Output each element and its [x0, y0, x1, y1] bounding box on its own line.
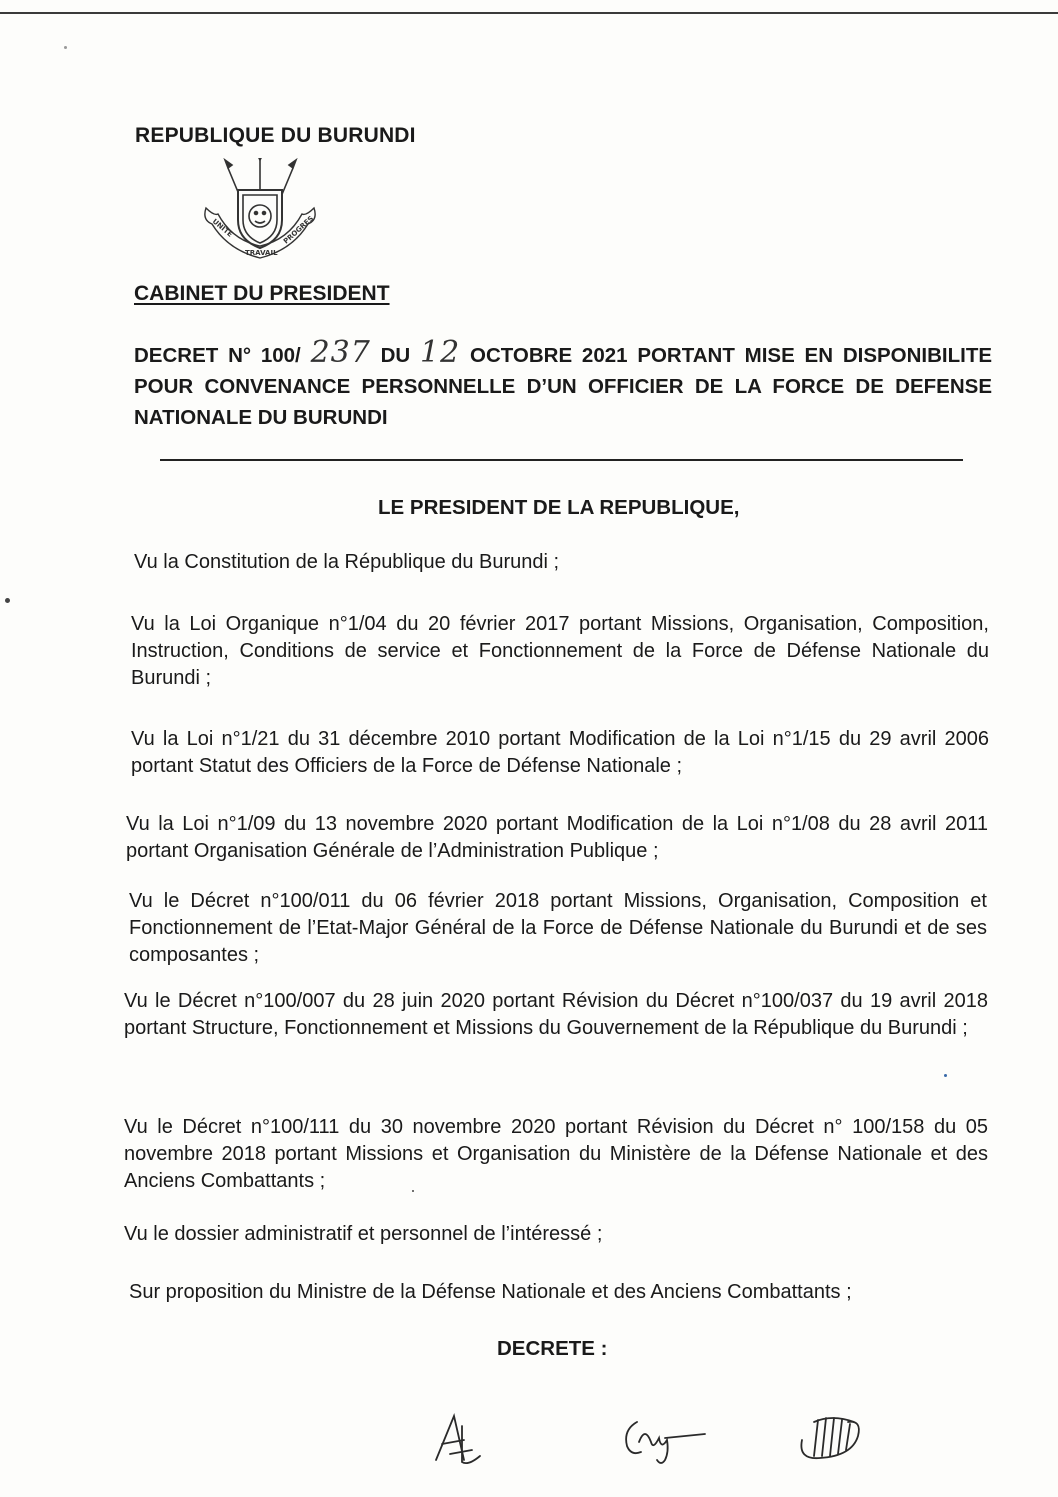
- decrete-heading: DECRETE :: [497, 1337, 608, 1360]
- scan-speck: [64, 46, 67, 49]
- decree-title: [134, 337, 992, 433]
- consideration-4: Vu la Loi n°1/09 du 13 novembre 2020 portant Modification de la Loi n°1/08 du 28 avril 2011 portant Organisation Générale de l’Administration Publique ;: [126, 813, 988, 862]
- consideration-5: Vu le Décret n°100/011 du 06 février 2018 portant Missions, Organisation, Composition et Fonctionnement de l’Etat-Major Général de la Force de Défense Nationale du Burundi et de ses composantes ;: [129, 890, 987, 966]
- page-top-border: [0, 12, 1058, 14]
- decree-title-rest: OCTOBRE 2021 PORTANT MISE EN DISPONIBILITE POUR CONVENANCE PERSONNELLE D’UN OFFICIER DE LA FORCE DE DEFENSE NATIONALE DU BURUNDI: [134, 344, 993, 429]
- president-heading: LE PRESIDENT DE LA REPUBLIQUE,: [378, 496, 740, 519]
- consideration-9: Sur proposition du Ministre de la Défense Nationale et des Anciens Combattants ;: [129, 1281, 852, 1303]
- consideration-1: Vu la Constitution de la République du Burundi ;: [134, 551, 560, 573]
- scan-speck: [944, 1074, 947, 1077]
- consideration-8: Vu le dossier administratif et personnel de l’intéressé ;: [124, 1223, 603, 1245]
- consideration-2: Vu la Loi Organique n°1/04 du 20 février 2017 portant Missions, Organisation, Composition, Instruction, Conditions de service et Fonctionnement de la Force de Défense Nationale du Burundi ;: [131, 613, 989, 689]
- cabinet-header: CABINET DU PRESIDENT: [134, 282, 390, 305]
- consideration-7: Vu le Décret n°100/111 du 30 novembre 2020 portant Révision du Décret n° 100/158 du 05 novembre 2018 portant Missions et Organisation du Ministère de la Défense Nationale et des Anciens Combattants ;: [124, 1116, 988, 1192]
- decree-prefix: DECRET N° 100/: [134, 344, 301, 367]
- consideration-6: Vu le Décret n°100/007 du 28 juin 2020 portant Révision du Décret n°100/037 du 19 avril 2018 portant Structure, Fonctionnement et Missions du Gouvernement de la République du Burundi ;: [124, 990, 988, 1039]
- scan-speck: [5, 598, 10, 603]
- decree-number-handwritten: 237: [310, 335, 371, 370]
- scan-speck: [412, 1190, 414, 1192]
- initial-signature-icon: [428, 1410, 498, 1470]
- burundi-coat-of-arms-icon: [198, 158, 323, 273]
- initial-signature-icon: [615, 1412, 715, 1467]
- initial-signature-icon: [792, 1410, 877, 1470]
- decree-du: DU: [380, 344, 411, 367]
- decree-day-handwritten: 12: [420, 335, 461, 370]
- svg-text:PROGRES: PROGRES: [281, 214, 316, 246]
- consideration-3: Vu la Loi n°1/21 du 31 décembre 2010 portant Modification de la Loi n°1/15 du 29 avril 2006 portant Statut des Officiers de la Force de Défense Nationale ;: [131, 728, 989, 777]
- separator-line: [160, 459, 963, 461]
- svg-text:TRAVAIL: TRAVAIL: [245, 249, 278, 257]
- svg-text:UNITE: UNITE: [210, 217, 235, 239]
- republic-header: REPUBLIQUE DU BURUNDI: [135, 124, 416, 147]
